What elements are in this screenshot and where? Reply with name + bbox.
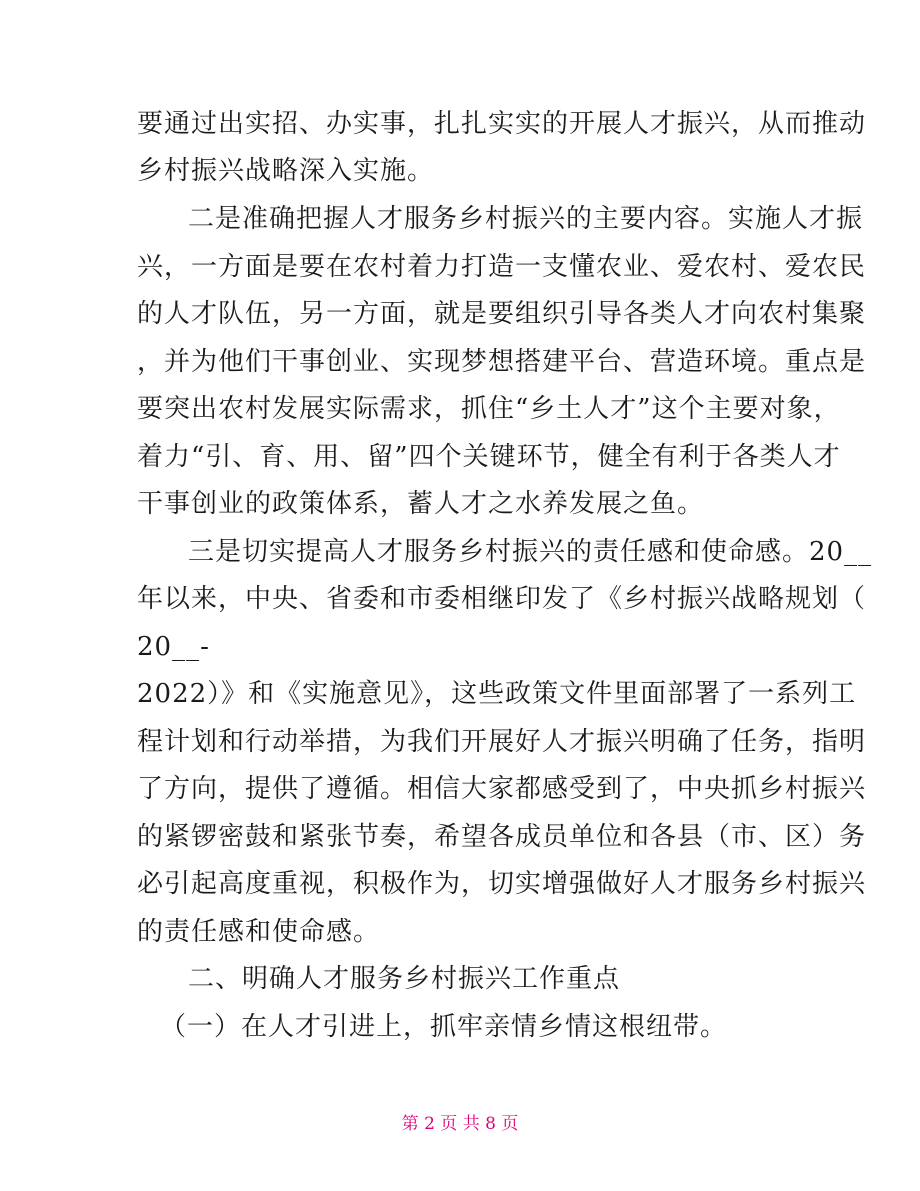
text-line: 干事创业的政策体系，蓄人才之水养发展之鱼。: [137, 489, 705, 519]
text-line: 的紧锣密鼓和紧张节奏，希望各成员单位和各县（市、区）务: [137, 822, 867, 852]
text-line: 必引起高度重视，积极作为，切实增强做好人才服务乡村振兴: [137, 869, 867, 899]
text-line: ，并为他们干事创业、实现梦想搭建平台、营造环境。重点是: [137, 347, 867, 377]
text-line: 二是准确把握人才服务乡村振兴的主要内容。实施人才振: [188, 204, 864, 234]
text-line: 兴，一方面是要在农村着力打造一支懂农业、爱农村、爱农民: [137, 252, 867, 282]
page-number-footer: 第 2 页 共 8 页: [401, 1114, 519, 1134]
section-heading: 二、明确人才服务乡村振兴工作重点: [188, 964, 621, 994]
text-line: 乡村振兴战略深入实施。: [137, 156, 435, 186]
text-line: 程计划和行动举措，为我们开展好人才振兴明确了任务，指明: [137, 727, 867, 757]
text-line: 20__-: [137, 632, 210, 662]
text-line: 2022）》和《实施意见》，这些政策文件里面部署了一系列工: [137, 679, 857, 709]
text-line: 要通过出实招、办实事，扎扎实实的开展人才振兴，从而推动: [137, 109, 867, 139]
text-line: 的人才队伍，另一方面，就是要组织引导各类人才向农村集聚: [137, 299, 867, 329]
text-line: 三是切实提高人才服务乡村振兴的责任感和使命感。20__: [188, 537, 873, 567]
text-line: 的责任感和使命感。: [137, 917, 381, 947]
text-line: 要突出农村发展实际需求，抓住“乡土人才”这个主要对象，: [137, 394, 841, 424]
text-line: 了方向，提供了遵循。相信大家都感受到了，中央抓乡村振兴: [137, 774, 867, 804]
text-line: 着力“引、育、用、留”四个关键环节，健全有利于各类人才: [137, 442, 841, 472]
subsection-heading: （一）在人才引进上，抓牢亲情乡情这根纽带。: [160, 1012, 728, 1042]
text-line: 年以来，中央、省委和市委相继印发了《乡村振兴战略规划（: [137, 584, 867, 614]
